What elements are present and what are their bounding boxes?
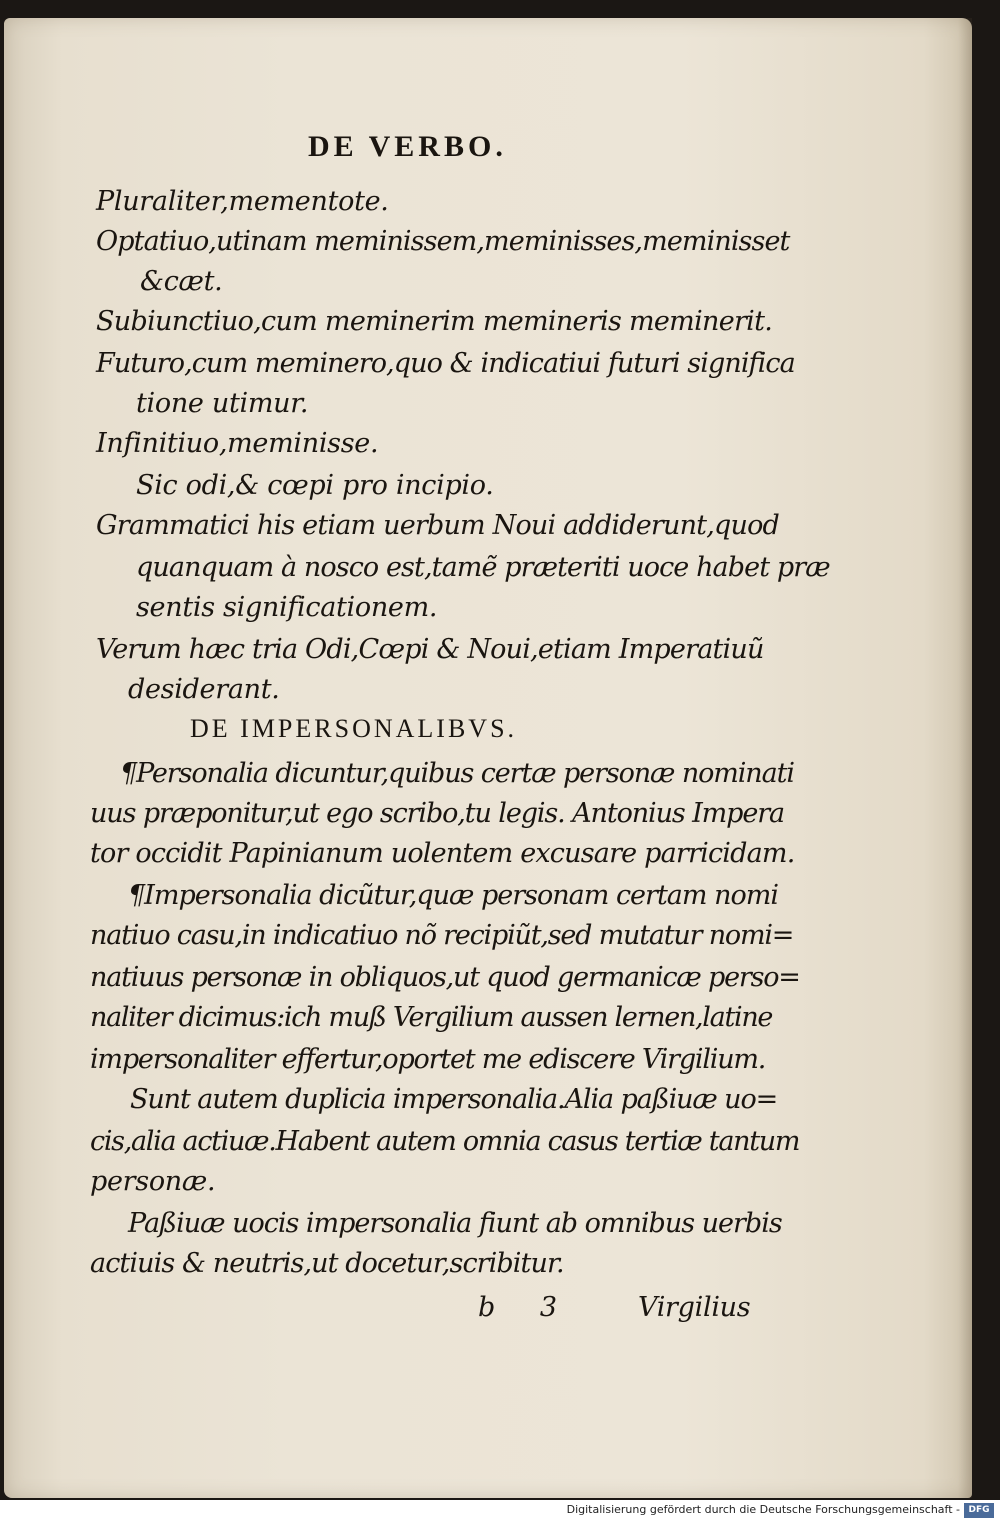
text-line: Infinitiuo,meminisse. <box>96 428 379 459</box>
text-line: impersonaliter effertur,oportet me ediscere Virgilium. <box>90 1044 766 1075</box>
text-line: naliter dicimus:ich muß Vergilium aussen lernen,latine <box>90 1002 773 1033</box>
text-line: quanquam à nosco est,tamẽ præteriti uoce habet præ <box>136 552 830 583</box>
running-head: DE VERBO. <box>308 130 507 163</box>
section-heading: DE IMPERSONALIBVS. <box>190 714 518 743</box>
text-line: personæ. <box>90 1166 216 1197</box>
text-line: Subiunctiuo,cum meminerim memineris meminerit. <box>96 306 773 337</box>
funding-notice: Digitalisierung gefördert durch die Deutsche Forschungsgemeinschaft - <box>566 1503 960 1516</box>
text-line: Futuro,cum meminero,quo & indicatiui futuri significa <box>96 348 795 379</box>
text-line: tione utimur. <box>136 388 309 419</box>
text-line: Paßiuæ uocis impersonalia fiunt ab omnibus uerbis <box>128 1208 782 1239</box>
signature-mark: b 3 <box>478 1292 576 1323</box>
catchword: Virgilius <box>638 1292 751 1323</box>
text-line: actiuis & neutris,ut docetur,scribitur. <box>90 1248 564 1279</box>
text-line: Grammatici his etiam uerbum Noui addiderunt,quod <box>96 510 780 541</box>
text-line: ¶Personalia dicuntur,quibus certæ personæ nominati <box>120 758 794 789</box>
text-line: tor occidit Papinianum uolentem excusare parricidam. <box>90 838 795 869</box>
text-line: uus præponitur,ut ego scribo,tu legis. Antonius Impera <box>90 798 785 829</box>
text-line: ¶Impersonalia dicũtur,quæ personam certam nomi <box>128 880 778 911</box>
book-page <box>4 18 972 1498</box>
text-line: desiderant. <box>128 674 280 705</box>
text-line: &cæt. <box>140 266 223 297</box>
footer-bar <box>0 1500 1000 1521</box>
text-line: Sunt autem duplicia impersonalia.Alia paßiuæ uo= <box>130 1084 778 1115</box>
text-line: sentis significationem. <box>136 592 438 623</box>
text-line: Sic odi,& cœpi pro incipio. <box>136 470 494 501</box>
dfg-logo: DFG <box>964 1503 994 1518</box>
text-line: cis,alia actiuæ.Habent autem omnia casus tertiæ tantum <box>90 1126 800 1157</box>
text-line: Verum hæc tria Odi,Cœpi & Noui,etiam Imperatiuũ <box>96 634 764 665</box>
text-line: Pluraliter,mementote. <box>96 186 389 217</box>
text-line: Optatiuo,utinam meminissem,meminisses,meminisset <box>96 226 790 257</box>
text-line: natiuo casu,in indicatiuo nõ recipiũt,sed mutatur nomi= <box>90 920 794 951</box>
text-line: natiuus personæ in obliquos,ut quod germanicæ perso= <box>90 962 800 993</box>
